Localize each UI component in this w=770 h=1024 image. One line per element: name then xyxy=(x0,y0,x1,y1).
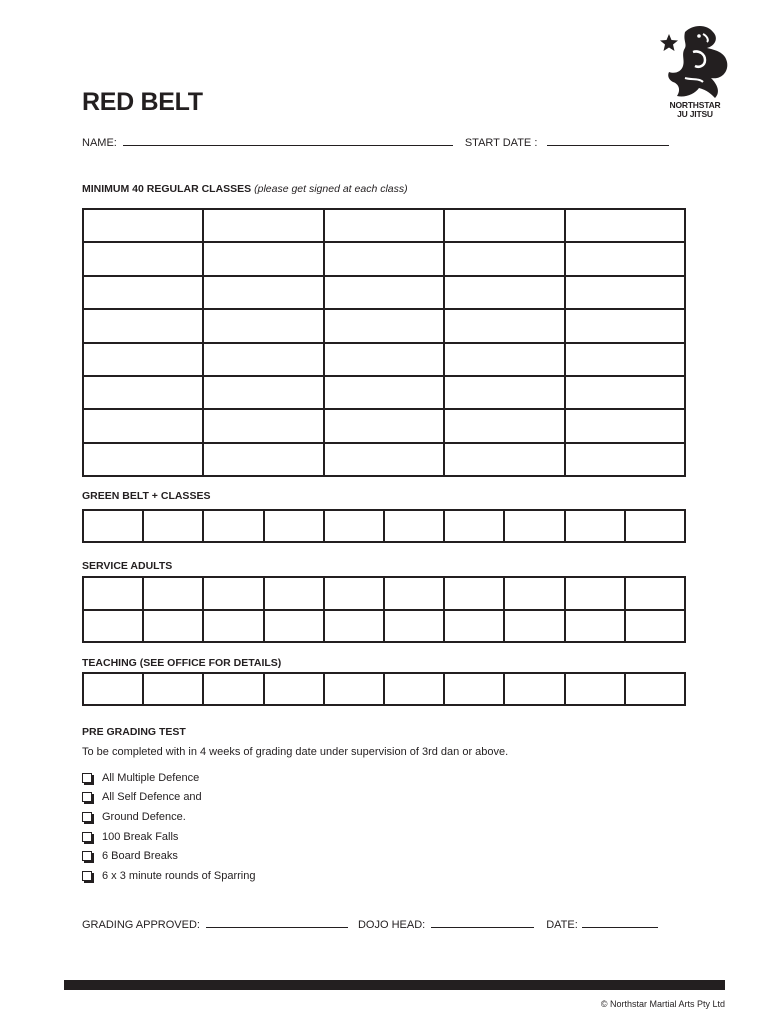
signature-cell[interactable] xyxy=(143,673,203,705)
signature-cell[interactable] xyxy=(324,409,444,442)
checkbox-icon[interactable] xyxy=(82,792,92,802)
northstar-logo xyxy=(655,22,735,122)
footer-bar xyxy=(64,980,725,990)
table-row xyxy=(83,510,685,542)
table-row xyxy=(83,409,685,442)
checkbox-icon[interactable] xyxy=(82,871,92,881)
table-row xyxy=(83,276,685,309)
signature-cell[interactable] xyxy=(565,242,685,275)
signature-cell[interactable] xyxy=(83,276,203,309)
pre-grading-instructions: To be completed with in 4 weeks of grading date under supervision of 3rd dan or above. xyxy=(82,746,509,758)
signature-cell[interactable] xyxy=(444,409,564,442)
dragon-star-logo-icon xyxy=(655,22,735,100)
signature-cell[interactable] xyxy=(203,443,323,476)
signature-cell[interactable] xyxy=(625,610,685,643)
service-adults-table xyxy=(82,576,686,643)
signature-cell[interactable] xyxy=(565,209,685,242)
signature-cell[interactable] xyxy=(83,510,143,542)
signature-cell[interactable] xyxy=(384,577,444,610)
signature-cell[interactable] xyxy=(83,343,203,376)
checklist-item[interactable] xyxy=(82,768,255,788)
checkbox-icon[interactable] xyxy=(82,812,92,822)
signature-cell[interactable] xyxy=(444,376,564,409)
start-date-field[interactable] xyxy=(547,144,669,146)
green-belt-table xyxy=(82,509,686,543)
signature-cell[interactable] xyxy=(504,673,564,705)
service-adults-label: SERVICE ADULTS xyxy=(82,560,173,572)
table-row xyxy=(83,242,685,275)
table-row xyxy=(83,209,685,242)
signature-cell[interactable] xyxy=(203,276,323,309)
signature-cell[interactable] xyxy=(264,577,324,610)
signature-cell[interactable] xyxy=(83,610,143,643)
signature-cell[interactable] xyxy=(565,443,685,476)
checklist-item-label: All Self Defence and xyxy=(102,791,202,804)
approval-row xyxy=(82,919,664,931)
signature-cell[interactable] xyxy=(203,209,323,242)
signature-cell[interactable] xyxy=(143,610,203,643)
name-row xyxy=(82,137,675,149)
signature-cell[interactable] xyxy=(83,409,203,442)
signature-cell[interactable] xyxy=(444,673,504,705)
signature-cell[interactable] xyxy=(565,510,625,542)
signature-cell[interactable] xyxy=(444,443,564,476)
checkbox-icon[interactable] xyxy=(82,832,92,842)
signature-cell[interactable] xyxy=(444,577,504,610)
signature-cell[interactable] xyxy=(83,242,203,275)
date-field[interactable] xyxy=(582,926,658,928)
table-row xyxy=(83,309,685,342)
checkbox-icon[interactable] xyxy=(82,851,92,861)
dojo-head-label: DOJO HEAD: xyxy=(357,919,426,931)
signature-cell[interactable] xyxy=(324,577,384,610)
signature-cell[interactable] xyxy=(83,376,203,409)
signature-cell[interactable] xyxy=(83,209,203,242)
signature-cell[interactable] xyxy=(565,610,625,643)
signature-cell[interactable] xyxy=(264,510,324,542)
signature-cell[interactable] xyxy=(565,309,685,342)
checklist-item-label: 100 Break Falls xyxy=(102,830,179,843)
logo-line2: JU JITSU xyxy=(677,109,713,119)
teaching-table xyxy=(82,672,686,706)
signature-cell[interactable] xyxy=(264,673,324,705)
signature-cell[interactable] xyxy=(444,343,564,376)
signature-cell[interactable] xyxy=(384,673,444,705)
signature-cell[interactable] xyxy=(504,610,564,643)
table-row xyxy=(83,673,685,705)
signature-cell[interactable] xyxy=(203,577,263,610)
checklist-item-label: 6 Board Breaks xyxy=(102,850,178,863)
min-classes-label: MINIMUM 40 REGULAR CLASSES xyxy=(82,183,252,195)
signature-cell[interactable] xyxy=(565,376,685,409)
page-title: RED BELT xyxy=(82,88,203,116)
checklist-item-label: Ground Defence. xyxy=(102,810,186,823)
signature-cell[interactable] xyxy=(203,242,323,275)
signature-cell[interactable] xyxy=(203,610,263,643)
checklist-item[interactable] xyxy=(82,807,255,827)
signature-cell[interactable] xyxy=(625,510,685,542)
signature-cell[interactable] xyxy=(565,577,625,610)
signature-cell[interactable] xyxy=(565,409,685,442)
checklist-item[interactable] xyxy=(82,866,255,886)
signature-cell[interactable] xyxy=(203,376,323,409)
signature-cell[interactable] xyxy=(324,376,444,409)
signature-cell[interactable] xyxy=(143,510,203,542)
name-field[interactable] xyxy=(123,144,453,146)
signature-cell[interactable] xyxy=(324,309,444,342)
signature-cell[interactable] xyxy=(203,673,263,705)
signature-cell[interactable] xyxy=(324,443,444,476)
signature-cell[interactable] xyxy=(565,276,685,309)
signature-cell[interactable] xyxy=(384,610,444,643)
logo-line1: NORTHSTAR xyxy=(669,100,721,110)
signature-cell[interactable] xyxy=(203,510,263,542)
signature-cell[interactable] xyxy=(324,610,384,643)
pre-grading-checklist xyxy=(82,768,255,886)
table-row xyxy=(83,343,685,376)
signature-cell[interactable] xyxy=(444,309,564,342)
table-row xyxy=(83,443,685,476)
signature-cell[interactable] xyxy=(324,343,444,376)
signature-cell[interactable] xyxy=(83,309,203,342)
table-row xyxy=(83,376,685,409)
signature-cell[interactable] xyxy=(324,209,444,242)
signature-cell[interactable] xyxy=(324,242,444,275)
signature-cell[interactable] xyxy=(324,673,384,705)
signature-cell[interactable] xyxy=(203,409,323,442)
min-classes-heading xyxy=(82,183,408,195)
signature-cell[interactable] xyxy=(444,276,564,309)
copyright-text: © Northstar Martial Arts Pty Ltd xyxy=(600,999,725,1009)
signature-cell[interactable] xyxy=(143,577,203,610)
signature-cell[interactable] xyxy=(444,242,564,275)
signature-cell[interactable] xyxy=(264,610,324,643)
teaching-label: TEACHING (SEE OFFICE FOR DETAILS) xyxy=(82,657,282,669)
min-classes-note: (please get signed at each class) xyxy=(254,183,408,195)
signature-cell[interactable] xyxy=(83,443,203,476)
signature-cell[interactable] xyxy=(444,610,504,643)
signature-cell[interactable] xyxy=(384,510,444,542)
checkbox-icon[interactable] xyxy=(82,773,92,783)
signature-cell[interactable] xyxy=(83,577,143,610)
signature-cell[interactable] xyxy=(504,510,564,542)
signature-cell[interactable] xyxy=(324,510,384,542)
signature-cell[interactable] xyxy=(444,209,564,242)
dojo-head-field[interactable] xyxy=(431,926,534,928)
signature-cell[interactable] xyxy=(444,510,504,542)
checklist-item[interactable] xyxy=(82,788,255,808)
start-date-label: START DATE : xyxy=(464,137,538,149)
checklist-item[interactable] xyxy=(82,846,255,866)
signature-cell[interactable] xyxy=(83,673,143,705)
date-label: DATE: xyxy=(546,919,578,931)
pre-grading-label: PRE GRADING TEST xyxy=(82,726,186,738)
grading-approved-field[interactable] xyxy=(206,926,348,928)
checklist-item-label: All Multiple Defence xyxy=(102,771,200,784)
signature-cell[interactable] xyxy=(565,673,625,705)
signature-cell[interactable] xyxy=(203,309,323,342)
signature-cell[interactable] xyxy=(625,577,685,610)
name-label: NAME: xyxy=(82,137,117,149)
grading-approved-label: GRADING APPROVED: xyxy=(82,919,200,931)
checklist-item-label: 6 x 3 minute rounds of Sparring xyxy=(102,869,256,882)
min-classes-table xyxy=(82,208,686,477)
signature-cell[interactable] xyxy=(565,343,685,376)
signature-cell[interactable] xyxy=(625,673,685,705)
table-row xyxy=(83,577,685,610)
signature-cell[interactable] xyxy=(504,577,564,610)
checklist-item[interactable] xyxy=(82,827,255,847)
green-belt-label: GREEN BELT + CLASSES xyxy=(82,490,211,502)
signature-cell[interactable] xyxy=(203,343,323,376)
table-row xyxy=(83,610,685,643)
signature-cell[interactable] xyxy=(324,276,444,309)
